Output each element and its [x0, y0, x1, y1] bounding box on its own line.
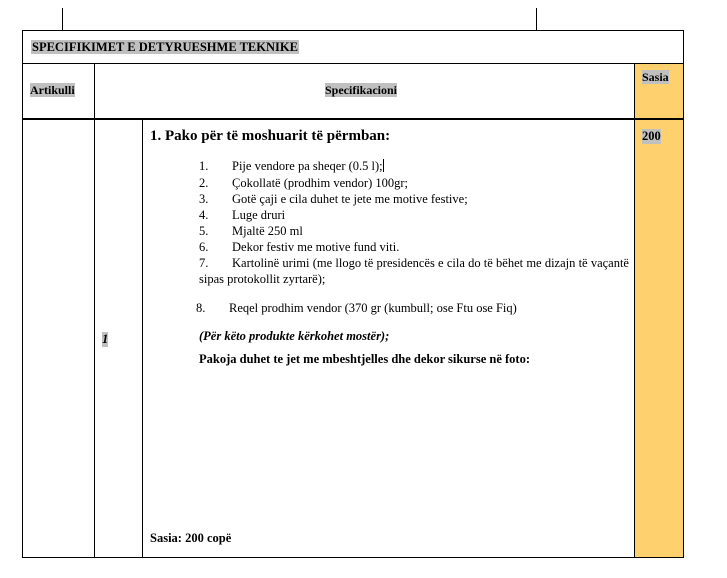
- column-divider-1: [94, 64, 95, 557]
- row-quantity: 200: [642, 129, 661, 143]
- list-item: 7. Kartolinë urimi (me llogo të presidencës e cila do të bëhet me dizajn të vaçantë sipas protokollit zyrtarë);: [199, 256, 629, 286]
- column-divider-2: [142, 119, 143, 557]
- sample-note: (Për këto produkte kërkohet mostër);: [199, 329, 390, 343]
- list-item: 3. Gotë çaji e cila duhet te jete me motive festive;: [199, 192, 468, 206]
- page-edge-line-right: [536, 8, 537, 30]
- text-cursor: [383, 159, 384, 172]
- package-title: 1. Pako për të moshuarit të përmban:: [150, 128, 391, 144]
- footer-quantity: Sasia: 200 copë: [150, 531, 232, 545]
- header-divider: [23, 118, 683, 120]
- list-item: 6. Dekor festiv me motive fund viti.: [199, 240, 400, 254]
- header-artikulli: Artikulli: [30, 83, 75, 97]
- list-item: 1. Pije vendore pa sheqer (0.5 l);: [199, 159, 383, 173]
- list-item: 8. Reqel prodhim vendor (370 gr (kumbull; ose Ftu ose Fiq): [196, 301, 517, 315]
- column-divider-3: [634, 64, 635, 557]
- specification-table: [22, 30, 684, 558]
- row-number: 1: [102, 332, 109, 346]
- list-item: 5. Mjaltë 250 ml: [199, 224, 303, 238]
- header-sasia: Sasia: [642, 70, 669, 84]
- table-header-row: [23, 64, 683, 119]
- table-title: SPECIFIKIMET E DETYRUESHME TEKNIKE: [32, 40, 298, 54]
- table-title-row: [23, 31, 683, 64]
- list-item: 2. Çokollatë (prodhim vendor) 100gr;: [199, 176, 409, 190]
- list-item: 4. Luge druri: [199, 208, 286, 222]
- packaging-note: Pakoja duhet te jet me mbeshtjelles dhe dekor sikurse në foto:: [199, 352, 530, 366]
- header-specifikacioni: Specifikacioni: [325, 83, 398, 97]
- page-edge-line-left: [62, 8, 63, 30]
